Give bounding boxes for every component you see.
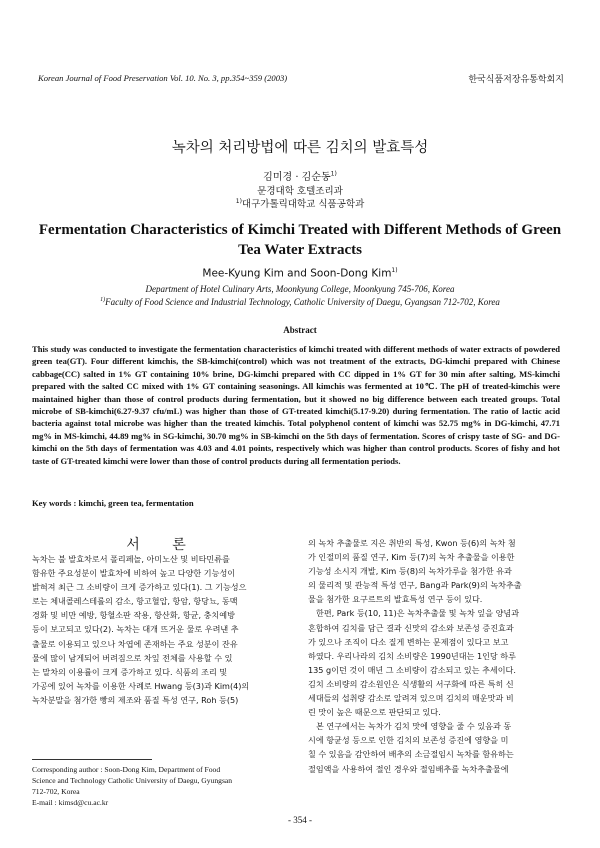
page-number: - 354 - xyxy=(288,815,312,825)
text-line: 세대들의 섭취량 감소로 알려져 있으며 김치의 매운맛과 비 xyxy=(308,693,514,704)
english-affiliation-1: Department of Hotel Culinary Arts, Moonkyung College, Moonkyung 745-706, Korea xyxy=(145,284,455,294)
text-line: 녹차는 불 발효차로서 폴리페놀, 아미노산 및 비타민류를 xyxy=(32,554,230,564)
footnote-line-2: Science and Technology Catholic University of Daegu, Gyungsan xyxy=(32,776,233,785)
english-affiliation-2 xyxy=(0,297,600,307)
footnote-email: E-mail : kimsd@cu.ac.kr xyxy=(32,798,109,807)
text-line: 함유한 주요성분이 발효차에 비하여 높고 다양한 기능성이 xyxy=(32,568,236,579)
society-name: 한국식품저장유통학회지 xyxy=(468,75,564,85)
text-line: 의 물리적 및 관능적 특성 연구, Bang과 Park(9)의 녹차추출 xyxy=(308,580,522,591)
english-authors xyxy=(0,267,600,280)
english-title xyxy=(0,220,600,260)
korean-affiliation-2-sup: 1) xyxy=(235,197,242,205)
footnote-corresponding: Corresponding author : Soon-Dong Kim, Department of Food xyxy=(32,765,221,774)
text-line: 경화 및 비만 예방, 항혈소판 작용, 항산화, 항균, 충치예방 xyxy=(32,610,235,621)
text-line: 시에 항균성 등으로 인한 김치의 보존성 증진에 영향을 미 xyxy=(308,735,509,746)
text-line: 로는 체내콜레스테롤의 감소, 항고혈압, 항암, 항당뇨, 동맥 xyxy=(32,596,238,607)
korean-authors-names: 김미경 · 김순동 xyxy=(263,172,331,183)
text-line: 본 연구에서는 녹차가 김치 맛에 영향을 줄 수 있음과 동 xyxy=(316,721,512,732)
korean-affiliation-2-text: 대구가톨릭대학교 식품공학과 xyxy=(241,199,365,210)
left-column xyxy=(32,552,294,707)
text-line: 혼합하여 김치를 담근 결과 신맛의 감소와 보존성 증진효과 xyxy=(308,622,514,633)
english-authors-names: Mee-Kyung Kim and Soon-Dong Kim xyxy=(202,267,392,280)
text-line: 한편, Park 등(10, 11)은 녹차추출물 및 녹차 잎을 양념과 xyxy=(316,608,520,619)
text-line: 녹차분말을 첨가한 빵의 제조와 품질 특성 연구, Roh 등(5) xyxy=(32,694,239,705)
journal-citation: Korean Journal of Food Preservation Vol. 10. No. 3, pp.354~359 (2003) xyxy=(38,73,288,83)
english-affiliation-2-sup: 1) xyxy=(100,297,106,303)
text-line: 절임액을 사용하여 절인 경우와 절임배추를 녹차추출물에 xyxy=(308,763,509,774)
text-line: 135 g이던 것이 매년 그 소비량이 감소되고 있는 추세이다. xyxy=(308,664,516,675)
korean-authors xyxy=(0,168,600,183)
text-line: 린 맛이 높은 때문으로 판단되고 있다. xyxy=(308,707,441,718)
english-affiliation-2-text: Faculty of Food Science and Industrial Technology, Catholic University of Daegu, Gyangsan 712-702, Korea xyxy=(105,297,500,307)
text-line: 가공에 있어 녹차를 이용한 사례로 Hwang 등(3)과 Kim(4)의 xyxy=(32,680,250,691)
footnote-divider xyxy=(32,759,152,760)
text-line: 밝혀져 최근 그 소비량이 크게 증가하고 있다(1). 그 기능성으 xyxy=(32,582,247,593)
text-line: 김치 소비량의 감소원인은 식생활의 서구화에 따른 특히 신 xyxy=(308,678,514,689)
keywords: Key words : kimchi, green tea, fermentation xyxy=(32,498,194,508)
english-title-line-1: Fermentation Characteristics of Kimchi Treated with Different Methods of Green xyxy=(38,222,562,238)
text-line: 는 말차의 이용률이 크게 증가하고 있다. 식품의 조리 및 xyxy=(32,666,228,677)
text-line: 칠 수 있음을 감안하여 배추의 소금절임시 녹차를 함유하는 xyxy=(308,749,514,760)
text-line: 등이 보고되고 있다(2). 녹차는 대개 뜨거운 물로 우려낸 추 xyxy=(32,624,239,635)
text-line: 물을 첨가한 요구르트의 발효특성 연구 등이 있다. xyxy=(308,594,483,605)
english-title-line-2: Tea Water Extracts xyxy=(238,242,362,258)
abstract-body xyxy=(32,343,560,467)
korean-title: 녹차의 처리방법에 따른 김치의 발효특성 xyxy=(171,140,429,156)
text-line: 가 있으나 조직이 다소 질게 변하는 문제점이 있다고 보고 xyxy=(308,636,509,647)
text-line: 가 인절미의 품질 연구, Kim 등(7)의 녹차 추출물을 이용한 xyxy=(308,552,515,563)
section-title-introduction: 서 론 xyxy=(126,537,200,553)
text-line: 출물로 이용되고 있으나 차엽에 존재하는 주요 성분이 잔유 xyxy=(32,638,238,649)
abstract-text: This study was conducted to investigate the fermentation characteristics of kimchi treated with different methods of water extracts of powdered green tea(GT). Four different kimchis, the SB-kimchi(control) which was not treatment of the extracts, DG-kimchi prepared with Chinese cabbage(CC) salted in 1% GT containing 10% brine, DG-kimchi prepared with CC dipped in 1% GT for 30 min after salting, MS-kimchi prepared with the salted CC mixed with 1% GT containing seasonings. All kimchis was fermented at 10℃. The pH of treated-kimchis were maintained higher than those of control products during fermentation, but it showed no big difference between each treated groups. Total microbe of SB-kimchi(6.27-9.37 cfu/mL) was higher than those of GT-treated kimchi(5.17-9.20) during fermentation. The ratio of lactic acid bacteria against total microbe was higher than the treated kimchis. Total polyphenol content of kimchi was 52.75 mg% in DG-kimchi, 47.71 mg% in MS-kimchi, 44.89 mg% in SG-kimchi, 30.70 mg% in SB-kimchi on the 5th days of fermentation. Scores of crispy taste of SG- and DG-kimchi on the 5th days of fermentation was 4.03 and 4.01 points, respectively which was higher than control products. Scores of fishy and hot taste of GT-treated kimchi were lower than those of control products during all fermentation periods. xyxy=(32,344,560,466)
footnote xyxy=(32,764,302,808)
english-authors-sup: 1) xyxy=(391,267,398,274)
korean-affiliation-1: 문경대학 호텔조리과 xyxy=(257,186,343,197)
right-column xyxy=(308,536,570,776)
footnote-line-3: 712-702, Korea xyxy=(32,787,80,796)
text-line: 의 녹차 추출물로 지은 취반의 특성, Kwon 등(6)의 녹차 첨 xyxy=(308,538,516,548)
text-line: 하였다. 우리나라의 김치 소비량은 1990년대는 1인당 하루 xyxy=(308,650,516,661)
text-line: 기능성 소시지 개발, Kim 등(8)의 녹차가루을 첨가한 유과 xyxy=(308,566,512,577)
text-line: 물에 많이 남게되어 버려짐으로 차잎 전체를 사용할 수 있 xyxy=(32,652,233,663)
korean-affiliation-2 xyxy=(0,196,600,210)
abstract-heading: Abstract xyxy=(283,325,317,335)
korean-authors-sup: 1) xyxy=(330,170,337,178)
